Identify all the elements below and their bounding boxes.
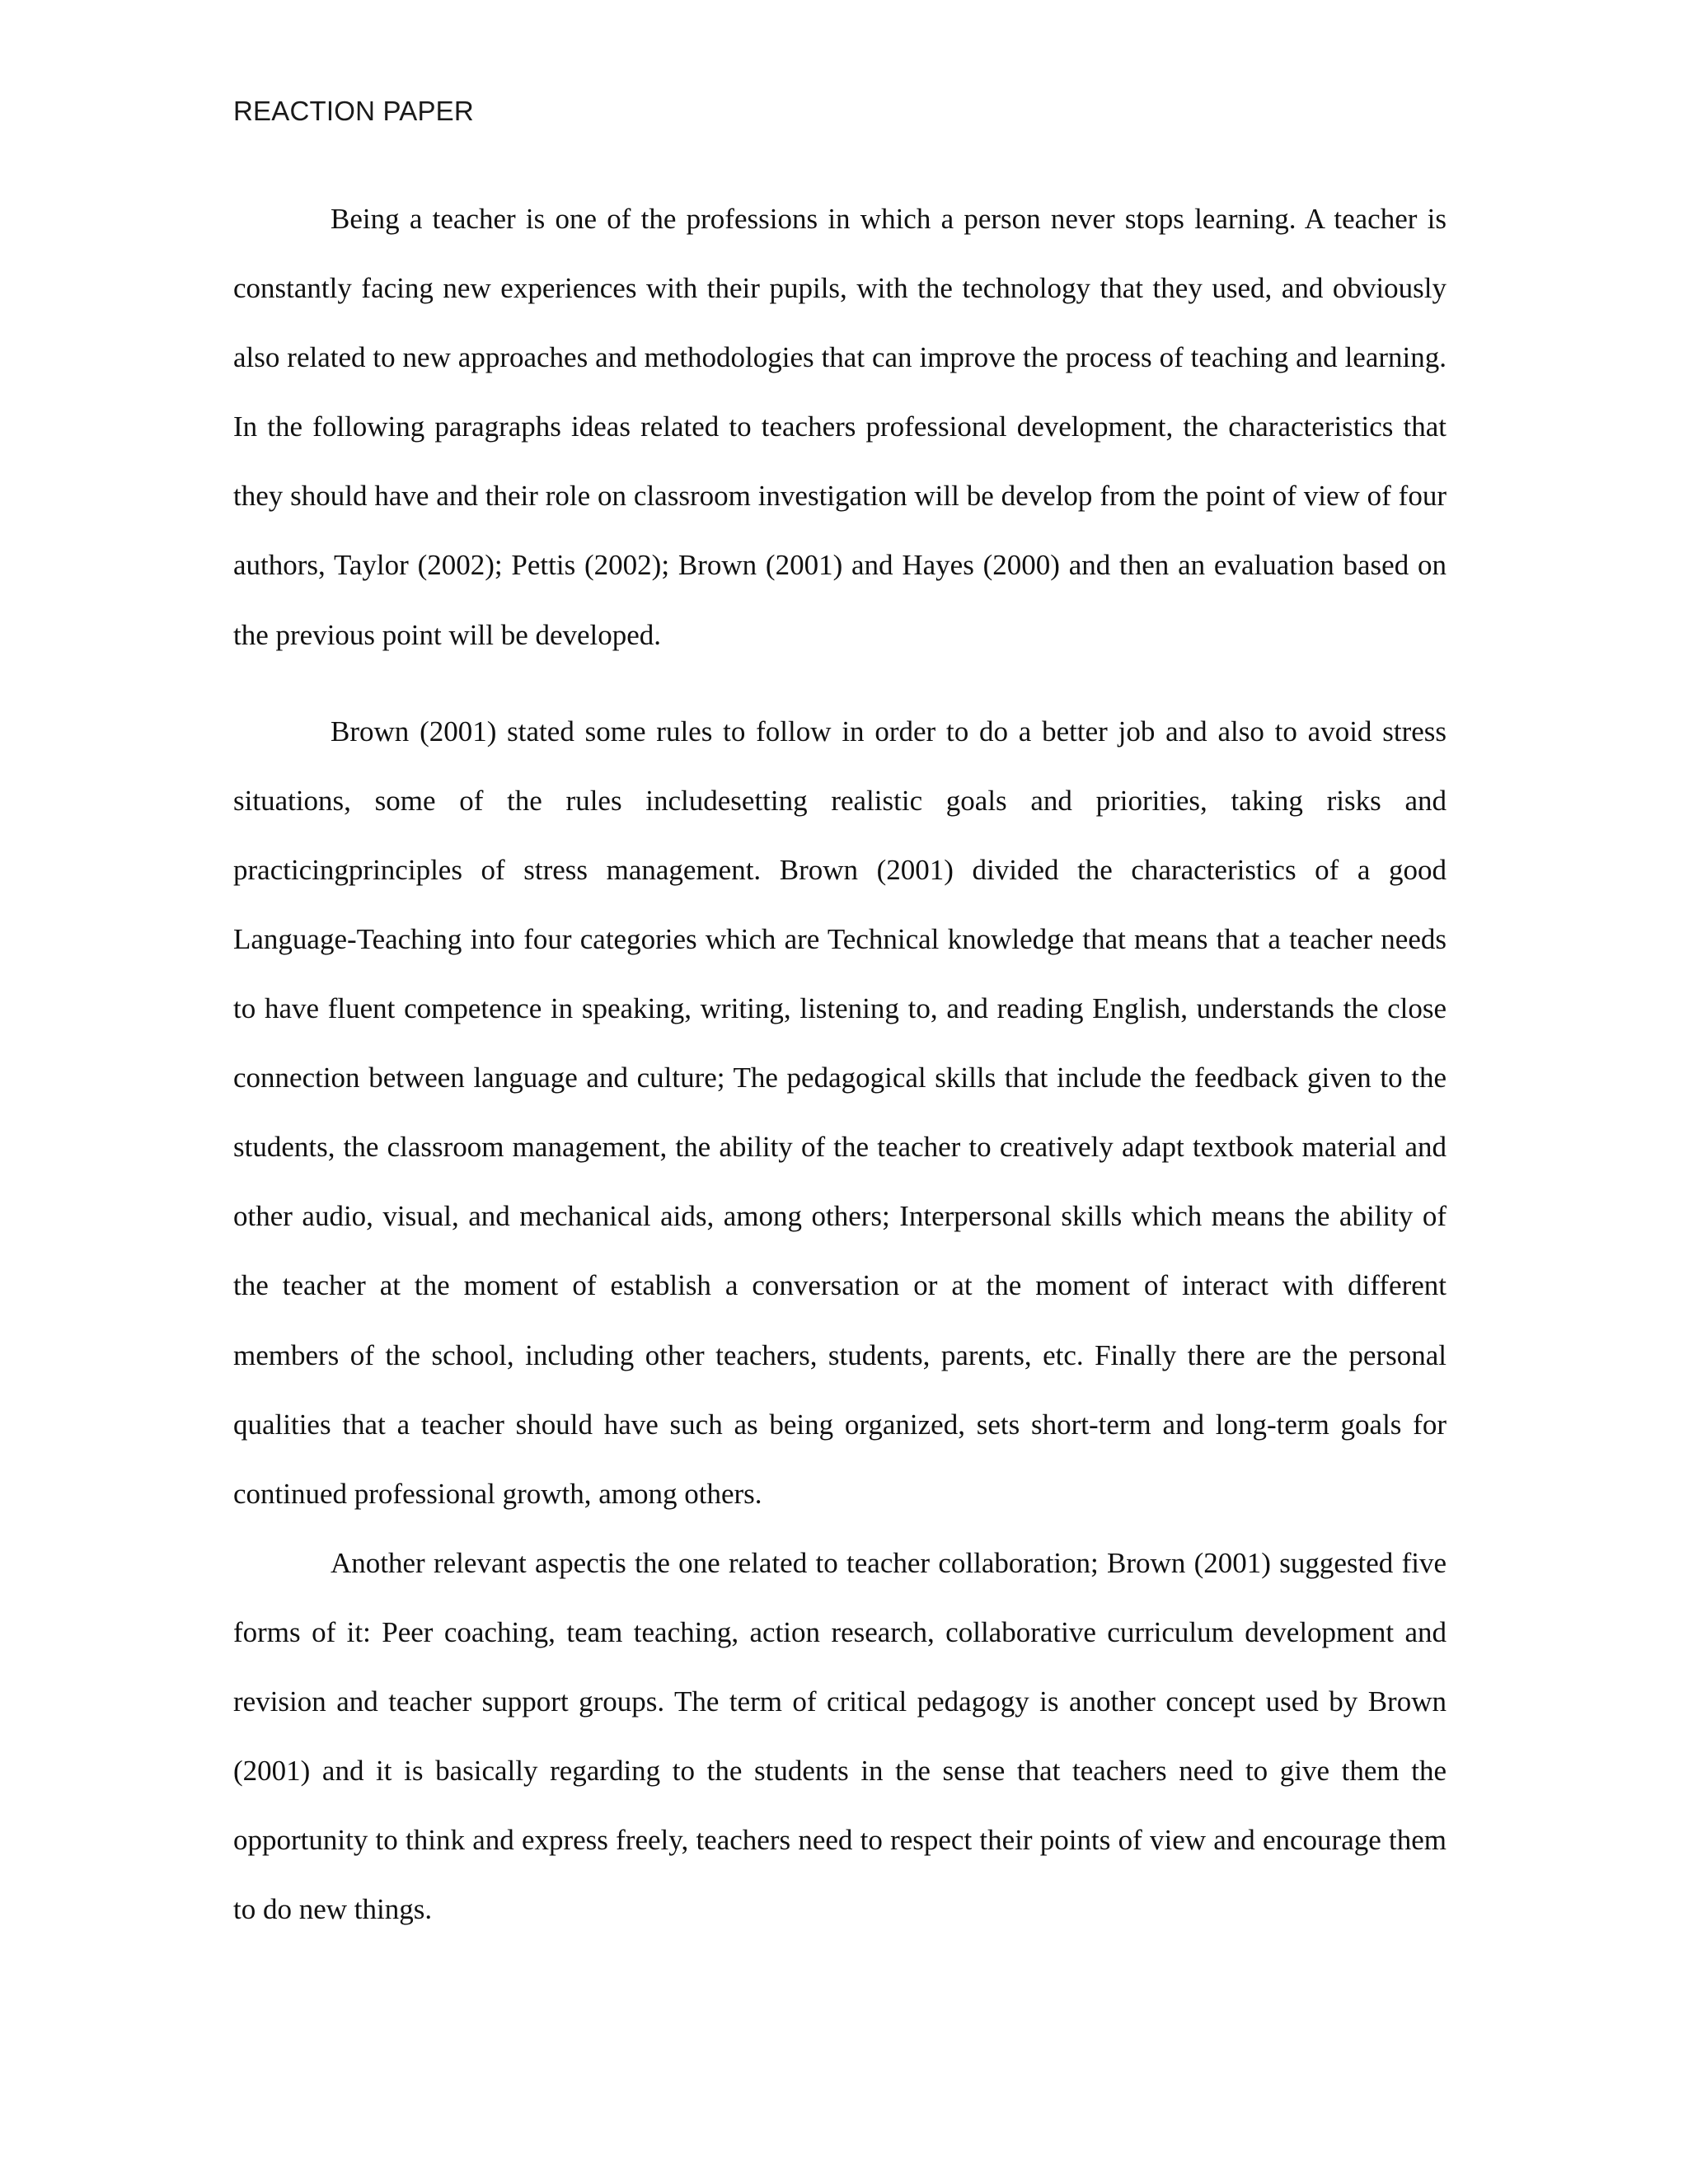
paragraph-teacher-collaboration: Another relevant aspectis the one related to teacher collaboration; Brown (2001) suggested five forms of it: Peer coaching, team teaching, action research, collaborative curriculum development and revision and teacher support groups. The term of critical pedagogy is another concept used by Brown (2001) and it is basically regarding to the students in the sense that teachers need to give them the opportunity to think and express freely, teachers need to respect their points of view and encourage them to do new things. bbox=[233, 1546, 1447, 1926]
running-header: REACTION PAPER bbox=[233, 96, 474, 126]
document-body bbox=[233, 185, 1447, 1944]
paragraph-introduction: Being a teacher is one of the professions in which a person never stops learning. A teacher is constantly facing new experiences with their pupils, with the technology that they used, and obviously also related to new approaches and methodologies that can improve the process of teaching and learning. In the following paragraphs ideas related to teachers professional development, the characteristics that they should have and their role on classroom investigation will be develop from the point of view of four authors, Taylor (2002); Pettis (2002); Brown (2001) and Hayes (2000) and then an evaluation based on the previous point will be developed. bbox=[233, 203, 1447, 651]
paragraph-brown-characteristics: Brown (2001) stated some rules to follow in order to do a better job and also to avoid stress situations, some of the rules includesetting realistic goals and priorities, taking risks and practicingprinciples of stress management. Brown (2001) divided the characteristics of a good Language-Teaching into four categories which are Technical knowledge that means that a teacher needs to have fluent competence in speaking, writing, listening to, and reading English, understands the close connection between language and culture; The pedagogical skills that include the feedback given to the students, the classroom management, the ability of the teacher to creatively adapt textbook material and other audio, visual, and mechanical aids, among others; Interpersonal skills which means the ability of the teacher at the moment of establish a conversation or at the moment of interact with different members of the school, including other teachers, students, parents, etc. Finally there are the personal qualities that a teacher should have such as being organized, sets short-term and long-term goals for continued professional growth, among others. bbox=[233, 715, 1447, 1510]
